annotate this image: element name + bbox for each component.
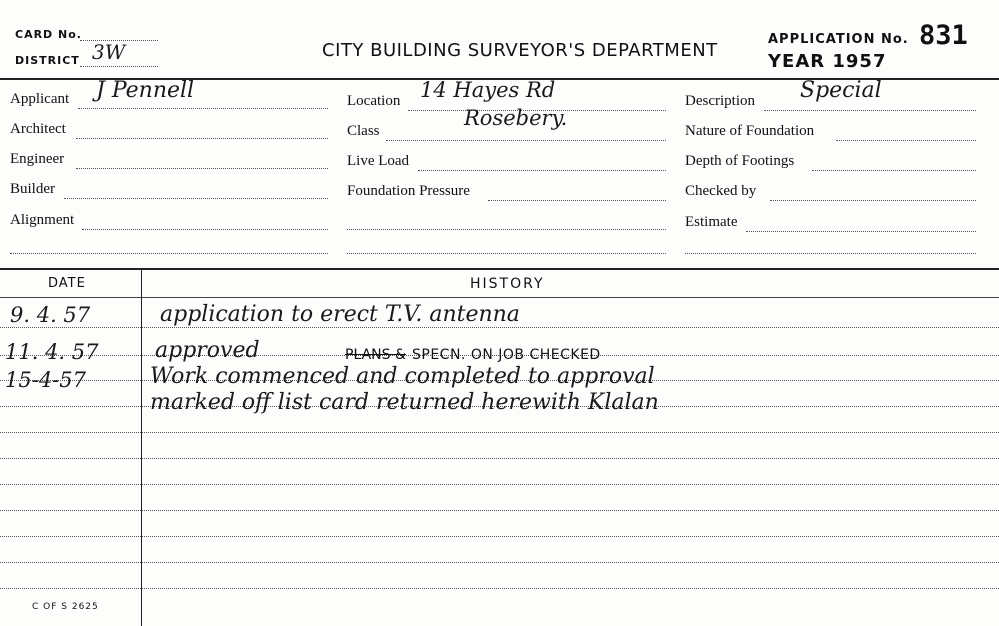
- department-title: CITY BUILDING SURVEYOR'S DEPARTMENT: [322, 40, 718, 61]
- district-label: DISTRICT: [15, 54, 80, 67]
- alignment-label: Alignment: [10, 212, 75, 228]
- application-no-label: APPLICATION No.: [768, 32, 909, 47]
- entry-date-1: 9. 4. 57: [10, 303, 91, 327]
- stamp-text: SPECN. ON JOB CHECKED: [412, 347, 601, 363]
- date-column-header: DATE: [48, 276, 86, 291]
- depth-of-footings-label: Depth of Footings: [685, 153, 795, 169]
- engineer-label: Engineer: [10, 151, 65, 167]
- district-value: 3W: [92, 40, 126, 64]
- location-label: Location: [347, 93, 401, 109]
- entry-date-2: 11. 4. 57: [5, 340, 99, 364]
- estimate-label: Estimate: [685, 214, 738, 230]
- location-value-line1: 14 Hayes Rd: [420, 78, 556, 102]
- stamp-struck-text: PLANS &: [345, 347, 406, 363]
- entry-date-3: 15-4-57: [5, 368, 86, 392]
- description-value: Special: [800, 78, 882, 103]
- nature-of-foundation-label: Nature of Foundation: [685, 123, 815, 139]
- description-label: Description: [685, 93, 755, 109]
- entry-text-2: approved: [155, 338, 260, 363]
- history-column-header: HISTORY: [470, 276, 545, 292]
- entry-text-3: Work commenced and completed to approval: [150, 364, 655, 389]
- application-no-value: 831: [919, 20, 968, 51]
- builder-label: Builder: [10, 181, 55, 197]
- entry-text-1: application to erect T.V. antenna: [160, 302, 520, 327]
- foundation-pressure-label: Foundation Pressure: [347, 183, 470, 199]
- card-no-label: CARD No.: [15, 28, 82, 41]
- year-label: YEAR 1957: [768, 51, 887, 72]
- location-value-line2: Rosebery.: [464, 106, 568, 130]
- entry-text-4: marked off list card returned herewith Klalan: [150, 390, 659, 415]
- class-label: Class: [347, 123, 380, 139]
- checked-by-label: Checked by: [685, 183, 757, 199]
- architect-label: Architect: [10, 121, 66, 137]
- applicant-value: J Pennell: [96, 78, 195, 103]
- live-load-label: Live Load: [347, 153, 410, 169]
- form-code: C OF S 2625: [32, 602, 99, 612]
- applicant-label: Applicant: [10, 91, 70, 107]
